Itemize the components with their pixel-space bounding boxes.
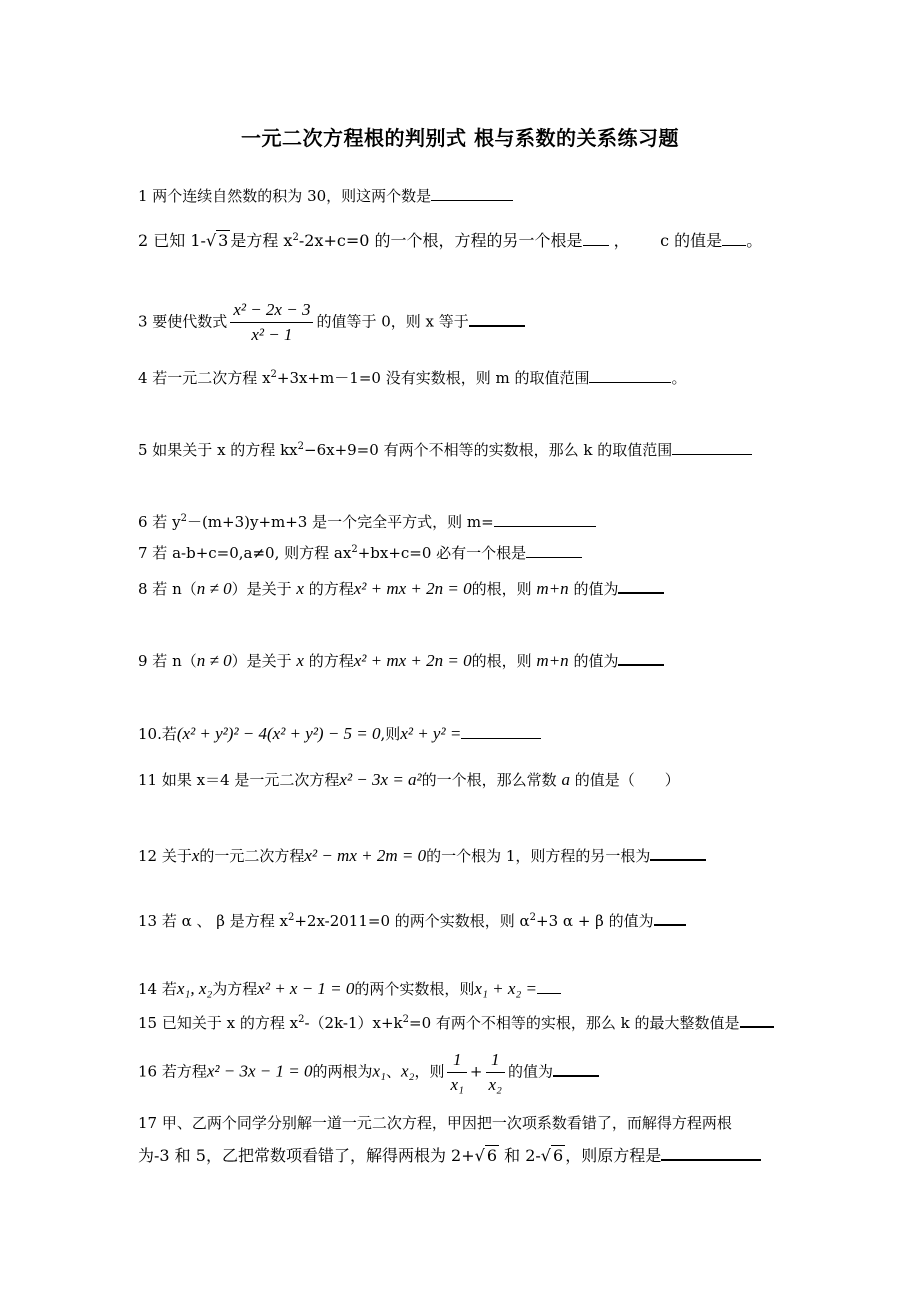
expression: x² + y² =: [400, 724, 462, 743]
question-9-text-a: 9 若 n（: [138, 652, 197, 670]
question-3-text-a: 3 要使代数式: [138, 312, 228, 331]
question-8: [138, 578, 664, 599]
question-13-text-a: 13 若 α 、 β 是方程 x: [138, 912, 288, 930]
fraction-denominator: x² − 1: [251, 325, 293, 344]
superscript: 2: [180, 513, 187, 524]
question-4-text-c: 。: [671, 369, 687, 387]
answer-blank-15[interactable]: [740, 1012, 774, 1028]
question-5: [138, 440, 752, 460]
question-2-text-b: 是方程 x: [230, 231, 293, 250]
fraction-1: [447, 1050, 466, 1095]
question-3-text-b: 的值等于 0，则 x 等于: [316, 312, 469, 331]
question-7: [138, 543, 582, 563]
answer-blank-8[interactable]: [618, 578, 664, 594]
question-2-text-e: c 的值是: [660, 231, 723, 250]
question-5-text-b: −6x+9=0 有两个不相等的实数根，那么 k 的取值范围: [304, 441, 673, 459]
equation: (x² + y²)² − 4(x² + y²) − 5 = 0: [176, 724, 381, 743]
sqrt-symbol: √ 3: [205, 231, 229, 250]
condition-expression: n ≠ 0: [196, 651, 232, 670]
equation: x² − 3x − 1 = 0: [206, 1061, 313, 1081]
question-16-text-c: ，则: [414, 1062, 445, 1081]
sqrt-radicand: 6: [486, 1146, 498, 1165]
answer-blank-12[interactable]: [650, 845, 706, 861]
question-12: [138, 845, 706, 866]
question-4-text-a: 4 若一元二次方程 x: [138, 369, 271, 387]
superscript: 2: [287, 912, 295, 923]
answer-blank-2b[interactable]: [722, 231, 746, 246]
question-2-text-d: ，: [613, 231, 630, 250]
question-17-text-a: 为-3 和 5，乙把常数项看错了，解得两根为 2+: [138, 1146, 475, 1165]
answer-blank-16[interactable]: [553, 1061, 599, 1077]
question-13: [138, 910, 686, 931]
question-15: [138, 1012, 774, 1033]
question-11: [138, 770, 680, 790]
question-14-text-b: 为方程: [212, 980, 258, 998]
variable-x: x: [191, 846, 200, 865]
equation: x² + mx + 2n = 0: [353, 579, 472, 598]
question-2-text-a: 2 已知 1-: [138, 231, 206, 250]
question-12-text-c: 的一个根为 1，则方程的另一根为: [426, 847, 651, 865]
sqrt-radicand: 3: [218, 231, 229, 250]
question-14-text-c: 的两个实数根，则: [354, 980, 475, 998]
question-6-text-b: －(m+3)y+m+3 是一个完全平方式，则 m=: [186, 513, 494, 531]
answer-blank-13[interactable]: [654, 910, 686, 926]
question-14: [138, 979, 561, 999]
fraction-numerator: 1: [486, 1050, 505, 1073]
answer-blank-3[interactable]: [469, 311, 525, 327]
expression-m-plus-n: m+n: [536, 579, 569, 598]
equation: x² − 3x = a²: [339, 770, 422, 789]
question-17-line-2: [138, 1145, 761, 1166]
fraction: [230, 300, 313, 345]
superscript: 2: [402, 1014, 410, 1025]
question-9-text-d: 的根，则: [471, 652, 532, 670]
question-2: [138, 231, 762, 251]
question-16-text-b: 的两根为: [312, 1062, 373, 1081]
question-8-text-a: 8 若 n（: [138, 580, 197, 598]
answer-blank-4[interactable]: [589, 368, 671, 383]
sqrt-symbol: √ 6: [474, 1146, 498, 1165]
answer-blank-7[interactable]: [526, 543, 582, 558]
fraction-denominator: x₁: [450, 1075, 464, 1094]
answer-blank-5[interactable]: [672, 440, 752, 455]
question-3: [138, 300, 525, 345]
answer-blank-17[interactable]: [661, 1145, 761, 1161]
answer-blank-14[interactable]: [537, 979, 561, 994]
variables-x1-x2: x₁, x₂: [176, 979, 213, 998]
question-10-text-b: ,则: [380, 725, 401, 743]
question-14-text-a: 14 若: [138, 980, 177, 998]
question-9-text-b: ）是关于: [231, 652, 292, 670]
equation: x² − mx + 2m = 0: [304, 846, 427, 865]
question-9: [138, 650, 664, 671]
question-15-text-b: -（2k-1）x+k: [304, 1014, 403, 1032]
condition-expression: n ≠ 0: [196, 579, 232, 598]
question-10: [138, 724, 541, 744]
question-2-text-f: 。: [746, 231, 763, 250]
expression: x₁ + x₂ =: [474, 979, 538, 998]
variable-x2: x₂: [400, 1061, 415, 1081]
sqrt-symbol: √ 6: [540, 1146, 564, 1165]
equation: x² + x − 1 = 0: [257, 979, 355, 998]
question-16-text-d: 的值为: [507, 1062, 553, 1081]
question-16: [138, 1050, 599, 1095]
variable-a: a: [561, 770, 570, 789]
fraction-2: [486, 1050, 505, 1095]
question-11-text-c: 的值是（ ）: [574, 771, 680, 789]
question-10-text-a: 10.若: [138, 725, 177, 743]
question-8-text-d: 的根，则: [471, 580, 532, 598]
question-8-text-c: 的方程: [308, 580, 354, 598]
question-17-text-line-1: 17 甲、乙两个同学分别解一道一元二次方程，甲因把一次项系数看错了，而解得方程两根: [138, 1114, 732, 1132]
superscript: 2: [529, 912, 537, 923]
superscript: 2: [298, 1014, 305, 1025]
answer-blank-10[interactable]: [461, 724, 541, 739]
question-5-text-a: 5 如果关于 x 的方程 kx: [138, 441, 298, 459]
question-1-text: 1 两个连续自然数的积为 30，则这两个数是: [138, 187, 432, 205]
question-9-text-e: 的值为: [573, 652, 619, 670]
question-17-text-b: 和 2-: [504, 1146, 541, 1165]
question-4-text-b: +3x+m－1=0 没有实数根，则 m 的取值范围: [276, 369, 590, 387]
superscript: 2: [270, 369, 277, 380]
superscript: 2: [297, 441, 304, 452]
question-8-text-e: 的值为: [573, 580, 619, 598]
fraction-numerator: 1: [447, 1050, 466, 1073]
question-13-text-b: +2x-2011=0 的两个实数根，则 α: [294, 912, 530, 930]
expression-m-plus-n: m+n: [536, 651, 569, 670]
page-title: 一元二次方程根的判别式 根与系数的关系练习题: [241, 126, 679, 150]
variable-x1: x₁: [372, 1061, 386, 1081]
fraction-numerator: x² − 2x − 3: [230, 300, 313, 323]
variable-x: x: [296, 579, 304, 598]
question-16-text-a: 16 若方程: [138, 1062, 207, 1081]
equation: x² + mx + 2n = 0: [353, 651, 472, 670]
superscript: 2: [292, 232, 299, 243]
question-11-text-b: 的一个根，那么常数: [421, 771, 557, 789]
question-8-text-b: ）是关于: [231, 580, 292, 598]
question-13-text-c: +3 α + β 的值为: [536, 912, 654, 930]
question-15-text-c: =0 有两个不相等的实根，那么 k 的最大整数值是: [409, 1014, 740, 1032]
fraction-denominator: x₂: [488, 1075, 502, 1094]
answer-blank-1[interactable]: [431, 186, 513, 201]
question-9-text-c: 的方程: [308, 652, 354, 670]
question-2-text-c: -2x+c=0 的一个根，方程的另一个根是: [298, 231, 583, 250]
question-17-line-1: [138, 1113, 732, 1133]
superscript: 2: [351, 544, 358, 555]
answer-blank-9[interactable]: [618, 650, 664, 666]
variable-x: x: [296, 651, 304, 670]
sqrt-radicand: 6: [553, 1146, 564, 1165]
question-7-text-a: 7 若 a-b+c=0,a≠0, 则方程 ax: [138, 544, 352, 562]
question-12-text-a: 12 关于: [138, 847, 192, 865]
question-6: [138, 512, 596, 532]
question-6-text-a: 6 若 y: [138, 513, 181, 531]
question-11-text-a: 11 如果 x＝4 是一元二次方程: [138, 771, 340, 789]
question-17-text-c: ，则原方程是: [565, 1146, 662, 1165]
question-1: [138, 186, 513, 206]
question-4: [138, 368, 687, 388]
question-7-text-b: +bx+c=0 必有一个根是: [357, 544, 527, 562]
question-15-text-a: 15 已知关于 x 的方程 x: [138, 1014, 299, 1032]
question-12-text-b: 的一元二次方程: [199, 847, 305, 865]
separator: 、: [385, 1062, 401, 1081]
answer-blank-6[interactable]: [494, 512, 596, 527]
plus-sign: +: [469, 1062, 483, 1081]
answer-blank-2a[interactable]: [583, 231, 609, 246]
